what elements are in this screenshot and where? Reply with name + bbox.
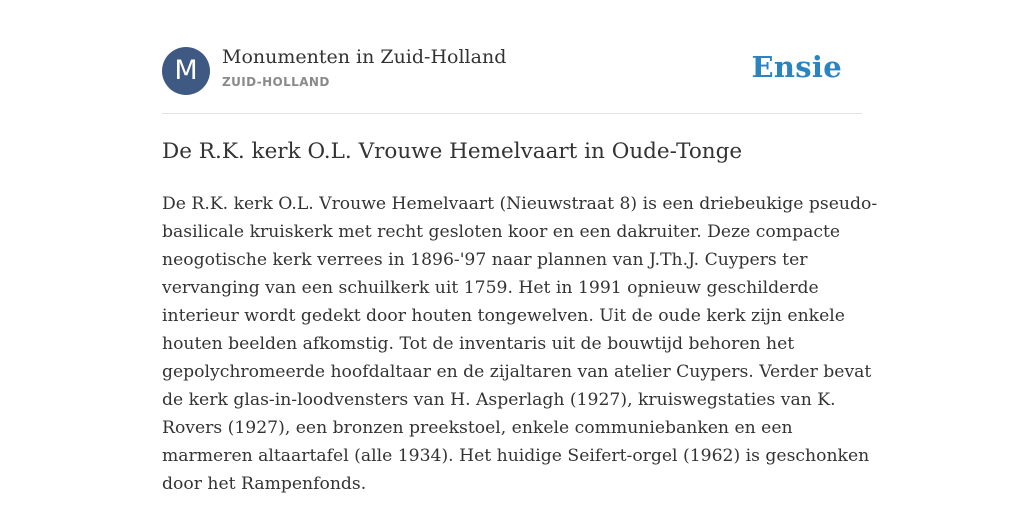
- source-region-label: ZUID-HOLLAND: [222, 75, 330, 89]
- article-title: De R.K. kerk O.L. Vrouwe Hemelvaart in Oude-Tonge: [162, 139, 743, 164]
- article-body-line: marmeren altaartafel (alle 1934). Het huidige Seifert-orgel (1962) is geschonken: [162, 446, 870, 466]
- article-body: [162, 190, 878, 498]
- article-body-line: houten beelden afkomstig. Tot de inventaris uit de bouwtijd behoren het: [162, 334, 795, 354]
- article-body-line: interieur wordt gedekt door houten tongewelven. Uit de oude kerk zijn enkele: [162, 306, 845, 326]
- article-body-line: de kerk glas-in-loodvensters van H. Asperlagh (1927), kruiswegstaties van K.: [162, 390, 836, 410]
- ensie-logo[interactable]: Ensie: [751, 50, 842, 84]
- article-body-line: neogotische kerk verrees in 1896-'97 naar plannen van J.Th.J. Cuypers ter: [162, 250, 808, 270]
- definition-card: [162, 0, 878, 494]
- article-body-line: De R.K. kerk O.L. Vrouwe Hemelvaart (Nieuwstraat 8) is een driebeukige pseudo-: [162, 194, 878, 214]
- article-body-line: Rovers (1927), een bronzen preekstoel, enkele communiebanken en een: [162, 418, 793, 438]
- article-body-line: gepolychromeerde hoofdaltaar en de zijaltaren van atelier Cuypers. Verder bevat: [162, 362, 872, 382]
- article-body-line: vervanging van een schuilkerk uit 1759. Het in 1991 opnieuw geschilderde: [162, 278, 819, 298]
- source-header: [162, 0, 862, 114]
- article-body-line: door het Rampenfonds.: [162, 474, 367, 494]
- article-body-line: basilicale kruiskerk met recht gesloten koor en een dakruiter. Deze compacte: [162, 222, 841, 242]
- source-name-link[interactable]: Monumenten in Zuid-Holland: [222, 46, 507, 68]
- source-avatar[interactable]: M: [162, 47, 210, 95]
